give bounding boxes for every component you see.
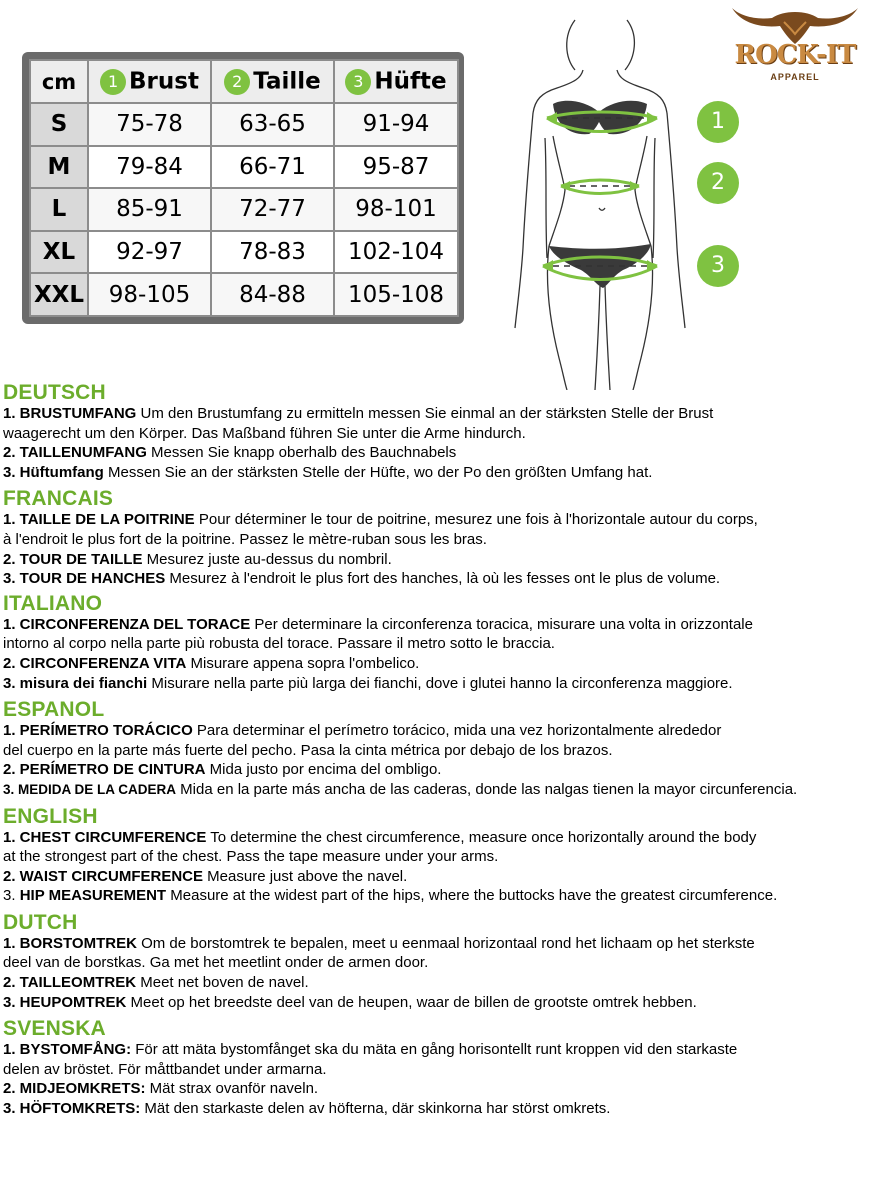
instruction-continuation: at the strongest part of the chest. Pass the tape measure under your arms. bbox=[3, 848, 499, 866]
instruction-line bbox=[3, 674, 885, 694]
instruction-label: 2. TAILLEOMTREK bbox=[3, 974, 137, 992]
column-label: Taille bbox=[253, 68, 321, 95]
instruction-line bbox=[3, 973, 885, 993]
instruction-label: 3. Hüftumfang bbox=[3, 463, 104, 481]
value-cell: 63-65 bbox=[211, 103, 334, 146]
section-dutch bbox=[3, 912, 885, 1012]
instruction-label: 3. HÖFTOMKRETS: bbox=[3, 1100, 141, 1118]
instruction-label: 1. TAILLE DE LA POITRINE bbox=[3, 511, 195, 529]
instruction-line bbox=[3, 404, 885, 424]
instruction-label: 2. TOUR DE TAILLE bbox=[3, 550, 143, 568]
instruction-text: Misurare nella parte più larga dei fianchi, dove i glutei hanno la circonferenza maggiore. bbox=[147, 674, 733, 692]
instruction-label: 2. PERÍMETRO DE CINTURA bbox=[3, 761, 206, 779]
size-table bbox=[29, 59, 459, 317]
instruction-line bbox=[3, 1099, 885, 1119]
instruction-label: 3. misura dei fianchi bbox=[3, 674, 148, 692]
instruction-continuation: delen av bröstet. För måttbandet under armarna. bbox=[3, 1060, 327, 1078]
instruction-text: Mät strax ovanför naveln. bbox=[145, 1080, 319, 1098]
instruction-text: Mät den starkaste delen av höfterna, där skinkorna har störst omkrets. bbox=[140, 1100, 611, 1118]
logo-wordmark: ROCK-IT bbox=[734, 40, 856, 70]
size-table-header bbox=[30, 60, 458, 103]
value-cell: 84-88 bbox=[211, 273, 334, 316]
value-cell: 75-78 bbox=[88, 103, 211, 146]
number-2-badge: 2 bbox=[224, 69, 250, 95]
instruction-text: Meet op het breedste deel van de heupen, waar de billen de grootste omtrek hebben. bbox=[126, 993, 697, 1011]
instruction-label: 1. CIRCONFERENZA DEL TORACE bbox=[3, 615, 251, 633]
table-row bbox=[30, 231, 458, 274]
instruction-text: Para determinar el perímetro torácico, mida una vez horizontalmente alrededor bbox=[192, 722, 722, 740]
value-cell: 79-84 bbox=[88, 146, 211, 189]
section-deutsch bbox=[3, 382, 885, 482]
size-cell: XXL bbox=[30, 273, 88, 316]
instruction-line bbox=[3, 721, 885, 741]
instruction-line bbox=[3, 886, 885, 906]
column-header-huefte bbox=[334, 60, 458, 103]
table-row bbox=[30, 273, 458, 316]
step-1-circle: 1 bbox=[697, 101, 739, 143]
section-espanol bbox=[3, 699, 885, 799]
section-title: ENGLISH bbox=[3, 804, 98, 828]
instruction-label: 2. CIRCONFERENZA VITA bbox=[3, 654, 187, 672]
instruction-line bbox=[3, 463, 885, 483]
body-measurement-figure bbox=[505, 18, 715, 390]
value-cell: 95-87 bbox=[334, 146, 458, 189]
value-cell: 72-77 bbox=[211, 188, 334, 231]
instruction-line bbox=[3, 993, 885, 1013]
instruction-line bbox=[3, 569, 885, 589]
section-english bbox=[3, 806, 885, 906]
unit-header: cm bbox=[30, 60, 88, 103]
value-cell: 92-97 bbox=[88, 231, 211, 274]
instruction-line bbox=[3, 828, 885, 848]
column-header-taille bbox=[211, 60, 334, 103]
number-3-badge: 3 bbox=[345, 69, 371, 95]
size-cell: M bbox=[30, 146, 88, 189]
instruction-text: To determine the chest circumference, measure once horizontally around the body bbox=[206, 828, 757, 846]
instruction-continuation: deel van de borstkas. Ga met het meetlint onder de armen door. bbox=[3, 954, 429, 972]
table-row bbox=[30, 103, 458, 146]
instruction-label: 2. TAILLENUMFANG bbox=[3, 444, 147, 462]
instruction-text: Mesurez à l'endroit le plus fort des hanches, là où les fesses ont le plus de volume. bbox=[165, 570, 721, 588]
instruction-label: 1. BRUSTUMFANG bbox=[3, 405, 137, 422]
instruction-prefix: 3. bbox=[3, 887, 20, 905]
instruction-text: Om de borstomtrek te bepalen, meet u eenmaal horizontaal rond het lichaam op het sterkste bbox=[136, 934, 755, 952]
instruction-line bbox=[3, 1040, 885, 1060]
size-table-frame bbox=[22, 52, 464, 324]
table-row bbox=[30, 146, 458, 189]
value-cell: 102-104 bbox=[334, 231, 458, 274]
instruction-label: 2. WAIST CIRCUMFERENCE bbox=[3, 867, 204, 885]
logo-subtitle: APPAREL bbox=[770, 72, 820, 82]
instruction-label: 1. BYSTOMFÅNG: bbox=[3, 1041, 132, 1059]
instruction-line bbox=[3, 867, 885, 887]
instruction-label: 2. MIDJEOMKRETS: bbox=[3, 1080, 146, 1098]
section-title: ESPANOL bbox=[3, 698, 105, 722]
instruction-text: Messen Sie an der stärksten Stelle der Hüfte, wo der Po den größten Umfang hat. bbox=[103, 463, 653, 481]
size-cell: S bbox=[30, 103, 88, 146]
value-cell: 91-94 bbox=[334, 103, 458, 146]
instruction-line bbox=[3, 550, 885, 570]
size-cell: L bbox=[30, 188, 88, 231]
measurement-instructions bbox=[3, 378, 885, 1119]
step-2-circle: 2 bbox=[697, 162, 739, 204]
instruction-text: Measure at the widest part of the hips, where the buttocks have the greatest circumference. bbox=[166, 887, 778, 905]
instruction-continuation: à l'endroit le plus fort de la poitrine. Passez le mètre-ruban sous les bras. bbox=[3, 530, 487, 548]
instruction-line bbox=[3, 1079, 885, 1099]
instruction-text: Per determinare la circonferenza toracica, misurare una volta in orizzontale bbox=[250, 615, 753, 633]
instruction-label: HIP MEASUREMENT bbox=[19, 887, 167, 905]
instruction-line bbox=[3, 760, 885, 780]
instruction-text: Measure just above the navel. bbox=[203, 867, 408, 885]
instruction-text: För att mäta bystomfånget ska du mäta en gång horisontellt runt kroppen vid den starkaste bbox=[131, 1041, 738, 1059]
section-francais bbox=[3, 488, 885, 588]
instruction-line bbox=[3, 780, 885, 800]
instruction-continuation: del cuerpo en la parte más fuerte del pecho. Pasa la cinta métrica por debajo de los brazos. bbox=[3, 741, 613, 759]
instruction-label: 3. MEDIDA DE LA CADERA bbox=[3, 781, 177, 797]
instruction-label: 1. CHEST CIRCUMFERENCE bbox=[3, 828, 207, 846]
instruction-text: Mesurez juste au-dessus du nombril. bbox=[142, 550, 392, 568]
table-row bbox=[30, 188, 458, 231]
rock-it-logo bbox=[722, 2, 868, 84]
instruction-text: Um den Brustumfang zu ermitteln messen Sie einmal an der stärksten Stelle der Brust bbox=[136, 405, 714, 422]
section-title: FRANCAIS bbox=[3, 487, 114, 511]
number-1-badge: 1 bbox=[100, 69, 126, 95]
size-cell: XL bbox=[30, 231, 88, 274]
instruction-text: Pour déterminer le tour de poitrine, mesurez une fois à l'horizontale autour du corps, bbox=[194, 511, 758, 529]
instruction-line bbox=[3, 443, 885, 463]
value-cell: 98-101 bbox=[334, 188, 458, 231]
value-cell: 85-91 bbox=[88, 188, 211, 231]
section-italiano bbox=[3, 593, 885, 693]
value-cell: 98-105 bbox=[88, 273, 211, 316]
instruction-continuation: waagerecht um den Körper. Das Maßband führen Sie unter die Arme hindurch. bbox=[3, 424, 526, 442]
instruction-text: Mida en la parte más ancha de las caderas, donde las nalgas tienen la mayor circunferencia. bbox=[176, 780, 798, 798]
instruction-text: Messen Sie knapp oberhalb des Bauchnabels bbox=[146, 444, 457, 462]
step-3-circle: 3 bbox=[697, 245, 739, 287]
instruction-line bbox=[3, 654, 885, 674]
instruction-label: 3. TOUR DE HANCHES bbox=[3, 570, 166, 588]
instruction-text: Misurare appena sopra l'ombelico. bbox=[186, 654, 420, 672]
instruction-continuation: intorno al corpo nella parte più robusta del torace. Passare il metro sotto le braccia. bbox=[3, 635, 555, 653]
column-label: Hüfte bbox=[374, 68, 447, 95]
instruction-text: Mida justo por encima del ombligo. bbox=[205, 761, 442, 779]
section-title: ITALIANO bbox=[3, 591, 103, 615]
instruction-line bbox=[3, 510, 885, 530]
instruction-line bbox=[3, 934, 885, 954]
instruction-label: 3. HEUPOMTREK bbox=[3, 993, 127, 1011]
column-header-brust bbox=[88, 60, 211, 103]
value-cell: 105-108 bbox=[334, 273, 458, 316]
section-title: SVENSKA bbox=[3, 1017, 106, 1041]
instruction-label: 1. BORSTOMTREK bbox=[3, 934, 137, 952]
value-cell: 66-71 bbox=[211, 146, 334, 189]
instruction-text: Meet net boven de navel. bbox=[136, 974, 309, 992]
section-title: DUTCH bbox=[3, 910, 78, 934]
instruction-line bbox=[3, 615, 885, 635]
column-label: Brust bbox=[129, 68, 199, 95]
section-svenska bbox=[3, 1018, 885, 1118]
value-cell: 78-83 bbox=[211, 231, 334, 274]
instruction-label: 1. PERÍMETRO TORÁCICO bbox=[3, 722, 193, 740]
section-title: DEUTSCH bbox=[3, 381, 106, 404]
